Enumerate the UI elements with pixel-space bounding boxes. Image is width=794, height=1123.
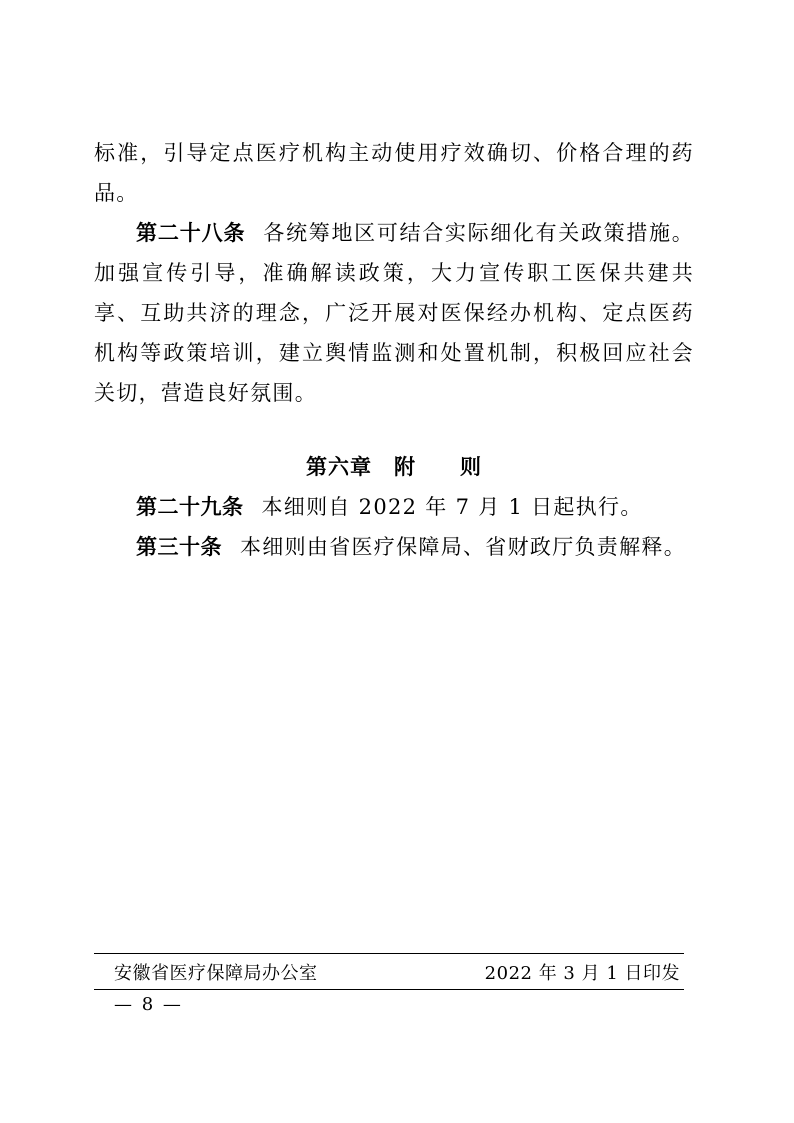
footer-bottom-rule: [94, 989, 684, 990]
article-28: [94, 213, 694, 413]
footer-issuer: 安徽省医疗保障局办公室: [114, 963, 318, 984]
article-28-label: 第二十八条: [136, 221, 246, 245]
article-29: [94, 487, 694, 527]
article-30: [94, 527, 694, 567]
document-body: [94, 133, 694, 567]
article-29-text: 本细则自 2022 年 7 月 1 日起执行。: [261, 495, 643, 519]
paragraph-continuation: 标准，引导定点医疗机构主动使用疗效确切、价格合理的药品。: [94, 141, 694, 205]
article-28-text: 各统筹地区可结合实际细化有关政策措施。加强宣传引导，准确解读政策，大力宣传职工医保共建共享、互助共济的理念，广泛开展对医保经办机构、定点医药机构等政策培训，建立舆情监测和处置机制，积极回应社会关切，营造良好氛围。: [94, 221, 695, 405]
article-29-label: 第二十九条: [136, 495, 244, 519]
footer-imprint: [114, 957, 680, 987]
page-number: — 8 —: [114, 994, 183, 1015]
chapter-title: 第六章 附 则: [306, 455, 482, 479]
footer-top-rule: [94, 953, 684, 954]
article-30-label: 第三十条: [136, 535, 222, 559]
footer-date: 2022 年 3 月 1 日印发: [484, 963, 680, 984]
article-30-text: 本细则由省医疗保障局、省财政厅负责解释。: [240, 535, 686, 559]
